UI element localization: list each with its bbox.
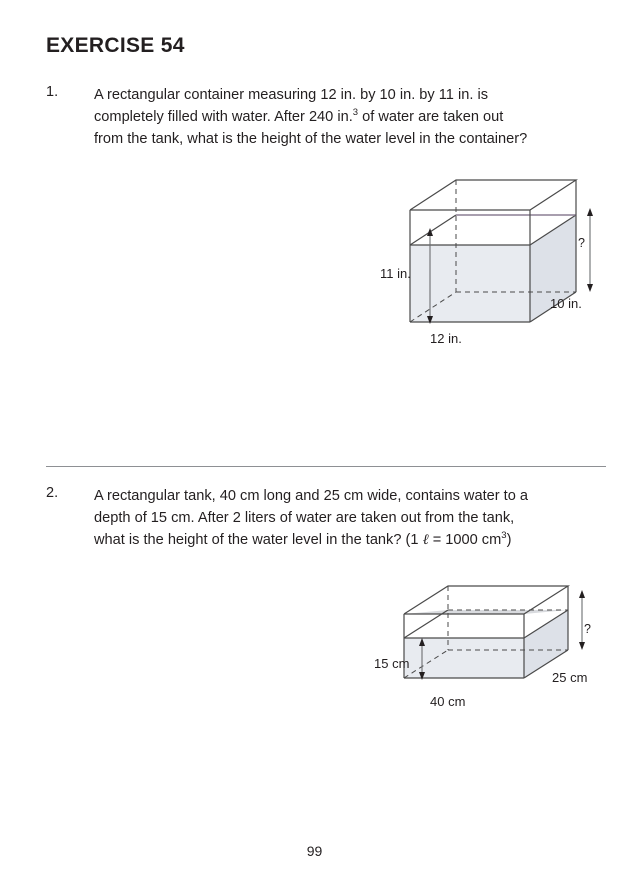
unknown-arrow-top [587, 208, 593, 216]
problem-1-line-2b: of water are taken out [358, 109, 504, 125]
figure-2-depth-label: 25 cm [552, 670, 588, 685]
figure-2-height-label: 15 cm [374, 656, 410, 671]
problem-1-text [94, 84, 594, 150]
problem-2 [46, 485, 606, 551]
problem-2-line-2: depth of 15 cm. After 2 liters of water are taken out from the tank, [94, 510, 515, 526]
problem-1-number: 1. [46, 84, 59, 100]
problem-1-line-1: A rectangular container measuring 12 in. by 10 in. by 11 in. is [94, 87, 488, 103]
unknown-arrow-bottom [579, 642, 585, 650]
figure-problem-1 [368, 168, 608, 368]
problem-1-line-3: from the tank, what is the height of the water level in the container? [94, 131, 528, 147]
problem-2-exponent: 3 [501, 530, 507, 542]
rectangular-tank-diagram [372, 568, 608, 718]
page-title: EXERCISE 54 [46, 34, 185, 57]
problem-2-line-3a: what is the height of the water level in the tank? (1 [94, 532, 423, 548]
figure-1-depth-label: 10 in. [550, 296, 582, 311]
section-divider [46, 466, 606, 467]
figure-1-unknown-label: ? [578, 236, 585, 250]
problem-2-number: 2. [46, 485, 59, 501]
page-number: 99 [306, 843, 323, 859]
figure-problem-2 [372, 568, 608, 718]
figure-1-width-label: 12 in. [430, 331, 462, 346]
figure-2-unknown-label: ? [584, 622, 591, 636]
unknown-arrow-top [579, 590, 585, 598]
problem-2-text [94, 485, 594, 551]
problem-2-line-1: A rectangular tank, 40 cm long and 25 cm wide, contains water to a [94, 488, 528, 504]
figure-1-height-label: 11 in. [380, 266, 411, 281]
problem-2-line-3b: = 1000 cm [428, 532, 502, 548]
problem-1 [46, 84, 606, 150]
problem-1-line-2a: completely filled with water. After 240 in. [94, 109, 353, 125]
problem-2-line-3c: ) [506, 532, 512, 548]
figure-2-width-label: 40 cm [430, 694, 466, 709]
unknown-arrow-bottom [587, 284, 593, 292]
liter-symbol: ℓ [422, 532, 429, 548]
problem-1-exponent: 3 [352, 107, 359, 119]
